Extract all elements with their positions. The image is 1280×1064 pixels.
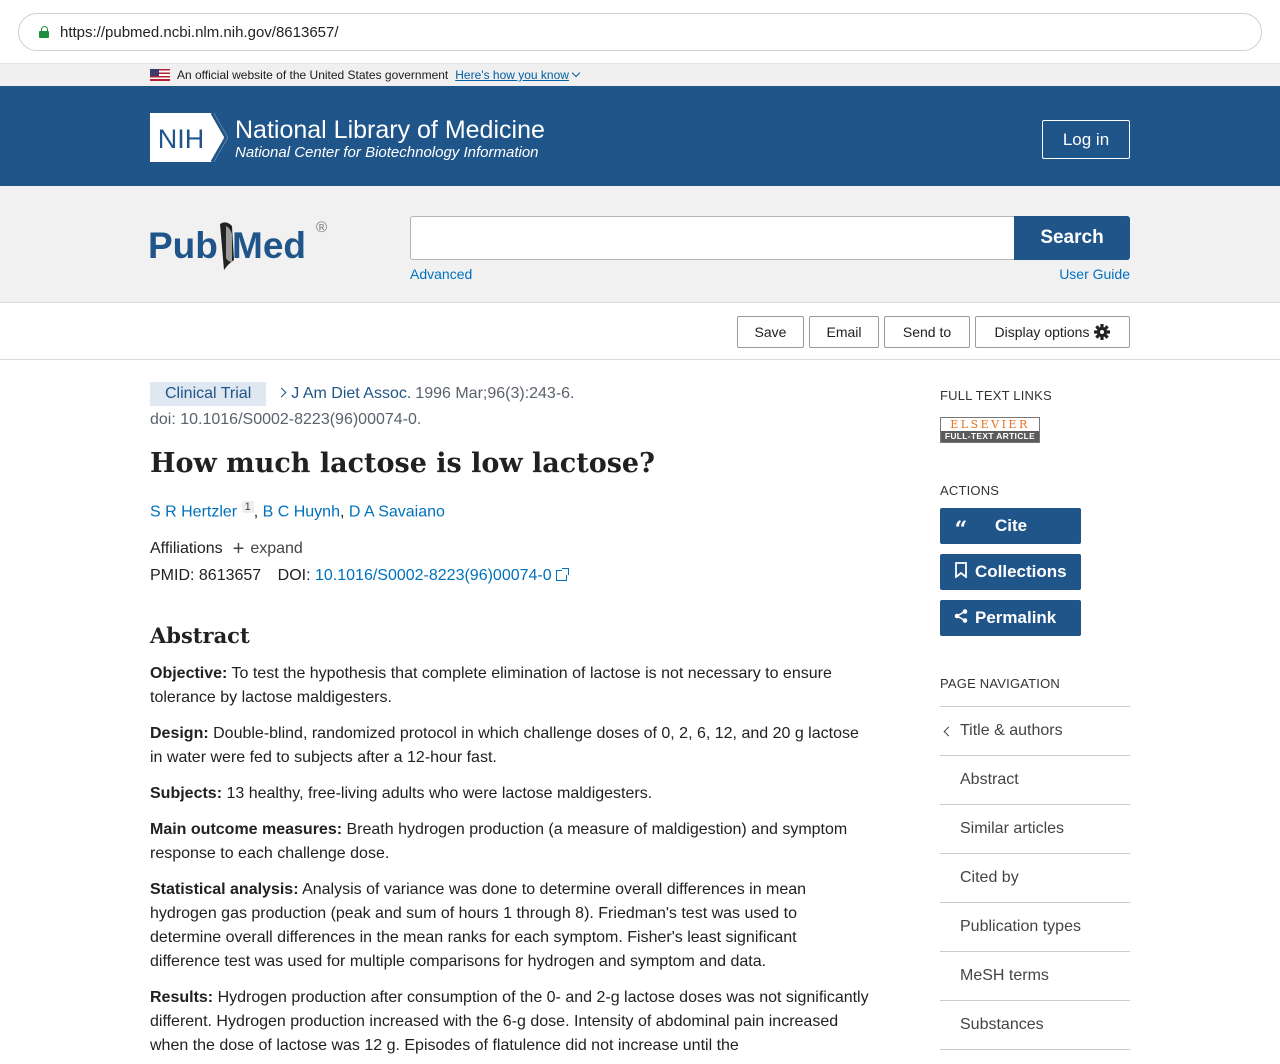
advanced-search-link[interactable]: Advanced bbox=[410, 266, 473, 282]
page-nav-title-authors[interactable] bbox=[940, 707, 1130, 756]
doi-link[interactable] bbox=[315, 567, 567, 584]
abstract-section-label: Objective: bbox=[150, 665, 228, 683]
page-nav-label: MeSH terms bbox=[960, 967, 1049, 984]
gov-banner bbox=[0, 63, 1280, 86]
page-nav-mesh-terms[interactable] bbox=[940, 952, 1130, 1001]
page-nav-label: Similar articles bbox=[960, 820, 1065, 837]
author-link[interactable]: D A Savaiano bbox=[348, 503, 445, 521]
bookmark-icon bbox=[952, 562, 970, 583]
citation-text: 1996 Mar;96(3):243-6. bbox=[415, 385, 575, 402]
save-button[interactable]: Save bbox=[737, 316, 804, 348]
abstract-section-label: Results: bbox=[150, 989, 214, 1007]
article-toolbar bbox=[0, 303, 1280, 360]
abstract-section-text: Analysis of variance was done to determine overall differences in mean hydrogen gas production (peak and sum of hours 1 through 8). Friedman's test was used to determine overall differences in the mean ranks for each symptom. Fisher's least significant difference test was used for multiple comparisons for hydrogen and symptom and data. bbox=[150, 881, 807, 971]
plus-icon[interactable]: + bbox=[232, 538, 245, 561]
display-options-label: Display options bbox=[994, 324, 1090, 340]
svg-text:®: ® bbox=[316, 219, 328, 236]
actions-group bbox=[940, 508, 1130, 636]
login-button[interactable]: Log in bbox=[1042, 120, 1130, 159]
svg-text:Pub: Pub bbox=[148, 225, 218, 266]
nih-logo-text: NIH bbox=[157, 124, 205, 154]
doi-line: doi: 10.1016/S0002-8223(96)00074-0. bbox=[150, 411, 422, 428]
citation-line bbox=[150, 380, 870, 408]
search-input[interactable] bbox=[410, 216, 1015, 260]
abstract-section-text: Breath hydrogen production (a measure of maldigestion) and symptom response to each challenge dose. bbox=[150, 821, 848, 863]
page-navigation-heading: PAGE NAVIGATION bbox=[940, 676, 1061, 691]
pmid-label: PMID: bbox=[150, 567, 195, 585]
address-bar[interactable] bbox=[18, 13, 1262, 51]
abstract-section-text: To test the hypothesis that complete elimination of lactose is not necessary to ensure tolerance by lactose maldigesters. bbox=[150, 665, 832, 707]
full-text-links-heading: FULL TEXT LINKS bbox=[940, 388, 1052, 403]
actions-heading: ACTIONS bbox=[940, 483, 1000, 498]
nlm-header bbox=[0, 86, 1280, 186]
abstract-section-label: Main outcome measures: bbox=[150, 821, 343, 839]
elsevier-full-text-label: FULL-TEXT ARTICLE bbox=[941, 431, 1039, 442]
url-text[interactable]: https://pubmed.ncbi.nlm.nih.gov/8613657/ bbox=[60, 23, 339, 41]
abstract-section-text: Double-blind, randomized protocol in which challenge doses of 0, 2, 6, 12, and 20 g lactose in water were fed to subjects after a 12-hour fast. bbox=[150, 725, 859, 767]
heres-how-you-know-label: Here's how you know bbox=[455, 68, 569, 82]
author-link[interactable]: S R Hertzler bbox=[150, 503, 238, 521]
gov-banner-text: An official website of the United States government bbox=[177, 68, 449, 82]
identifiers-row bbox=[150, 567, 870, 585]
pmid-value: 8613657 bbox=[198, 567, 262, 585]
author-separator: , bbox=[253, 503, 263, 521]
page-nav-label: Substances bbox=[960, 1016, 1044, 1033]
permalink-label: Permalink bbox=[975, 608, 1057, 627]
publication-type-badge: Clinical Trial bbox=[150, 382, 266, 406]
share-icon bbox=[952, 609, 970, 628]
quote-icon: “ bbox=[954, 517, 968, 543]
nlm-subtitle: National Center for Biotechnology Information bbox=[235, 144, 539, 161]
page-nav-label: Publication types bbox=[960, 918, 1081, 935]
journal-link[interactable]: J Am Diet Assoc. bbox=[291, 385, 412, 402]
page-nav-label: Title & authors bbox=[960, 722, 1063, 739]
display-options-button[interactable] bbox=[975, 316, 1130, 348]
article-title: How much lactose is low lactose? bbox=[150, 448, 655, 479]
affiliations-label: Affiliations bbox=[150, 540, 223, 558]
doi-label: DOI: bbox=[277, 567, 311, 585]
nlm-title[interactable]: National Library of Medicine bbox=[235, 116, 545, 144]
heres-how-you-know-link[interactable] bbox=[455, 68, 579, 82]
page-nav-label: Abstract bbox=[960, 771, 1019, 788]
page-navigation-list bbox=[940, 706, 1130, 1050]
elsevier-full-text-link[interactable] bbox=[940, 417, 1040, 443]
cite-button[interactable] bbox=[940, 508, 1081, 544]
page-nav-label: Cited by bbox=[960, 869, 1019, 886]
abstract-paragraph bbox=[150, 722, 870, 770]
page-nav-abstract[interactable] bbox=[940, 756, 1130, 805]
affiliations-row bbox=[150, 539, 870, 559]
abstract-heading: Abstract bbox=[150, 623, 250, 649]
author-separator: , bbox=[339, 503, 349, 521]
svg-text:Med: Med bbox=[232, 225, 306, 266]
search-area bbox=[0, 186, 1280, 303]
affiliation-number[interactable]: 1 bbox=[242, 501, 254, 513]
pubmed-logo[interactable] bbox=[148, 212, 338, 276]
abstract-paragraph bbox=[150, 878, 870, 974]
abstract-paragraph bbox=[150, 818, 870, 866]
article-sidebar bbox=[940, 388, 1130, 1050]
chevron-down-icon bbox=[572, 69, 580, 77]
page-nav-similar-articles[interactable] bbox=[940, 805, 1130, 854]
abstract-paragraph bbox=[150, 782, 870, 806]
chevron-left-icon bbox=[944, 726, 954, 736]
author-link[interactable]: B C Huynh bbox=[262, 503, 340, 521]
expand-affiliations-button[interactable]: expand bbox=[250, 540, 303, 558]
abstract-section-label: Statistical analysis: bbox=[150, 881, 299, 899]
cite-label: Cite bbox=[995, 516, 1028, 535]
abstract-section-text: 13 healthy, free-living adults who were lactose maldigesters. bbox=[222, 785, 653, 803]
collections-button[interactable] bbox=[940, 554, 1081, 590]
search-button[interactable]: Search bbox=[1014, 216, 1130, 260]
abstract-section-text: Hydrogen production after consumption of the 0- and 2-g lactose doses was not significantly different. Hydrogen production increased with the 6-g dose. Intensity of abdominal pain increased when the dose of lactose was 12 g. Episodes of flatulence did not increase until the bbox=[150, 989, 869, 1055]
elsevier-logo-text: ELSEVIER bbox=[950, 418, 1030, 431]
email-button[interactable]: Email bbox=[809, 316, 879, 348]
permalink-button[interactable] bbox=[940, 600, 1081, 636]
abstract-section-label: Design: bbox=[150, 725, 209, 743]
external-link-icon bbox=[556, 570, 567, 581]
abstract-body bbox=[150, 662, 870, 1058]
page-nav-cited-by[interactable] bbox=[940, 854, 1130, 903]
gear-icon bbox=[1094, 324, 1110, 340]
us-flag-icon bbox=[150, 69, 170, 81]
nih-logo[interactable] bbox=[150, 113, 228, 162]
doi-link-text: 10.1016/S0002-8223(96)00074-0 bbox=[315, 567, 552, 585]
page-nav-publication-types[interactable] bbox=[940, 903, 1130, 952]
abstract-paragraph bbox=[150, 986, 870, 1058]
user-guide-link[interactable]: User Guide bbox=[1059, 266, 1130, 282]
send-to-button[interactable]: Send to bbox=[884, 316, 970, 348]
page-nav-substances[interactable] bbox=[940, 1001, 1130, 1050]
collections-label: Collections bbox=[975, 562, 1067, 581]
abstract-paragraph bbox=[150, 662, 870, 710]
chevron-right-icon bbox=[277, 387, 287, 397]
article-main bbox=[150, 380, 870, 1058]
abstract-section-label: Subjects: bbox=[150, 785, 223, 803]
browser-address-area bbox=[0, 0, 1280, 63]
lock-icon bbox=[39, 26, 49, 38]
author-list bbox=[150, 501, 870, 521]
